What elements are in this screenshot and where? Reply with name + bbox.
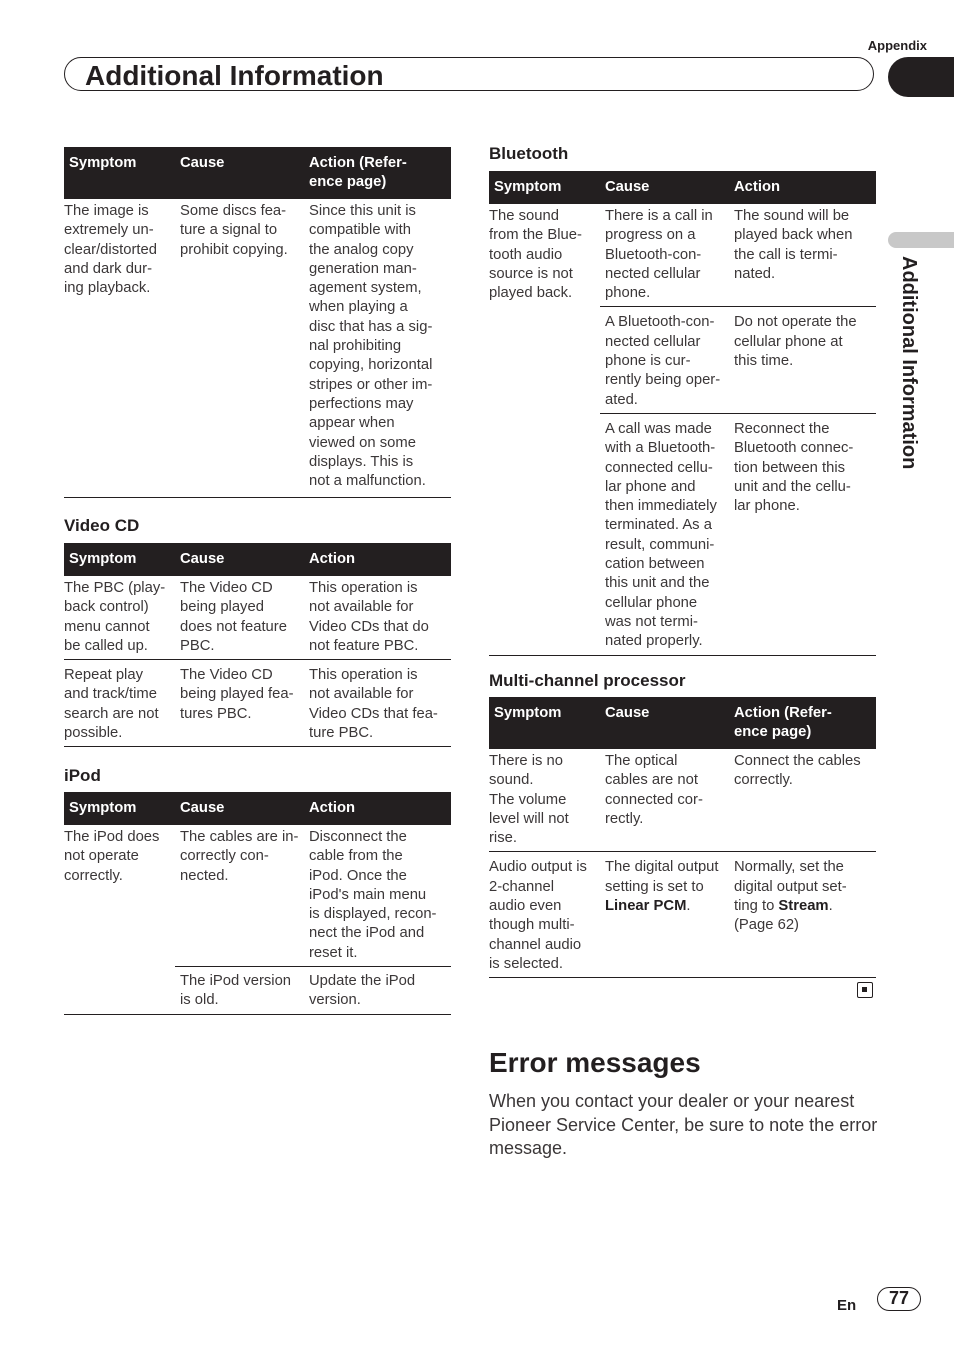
symptom-cell: The image is extremely un- clear/distorted and dark dur- ing playback.: [64, 199, 175, 498]
col-header-action: Action: [729, 171, 876, 204]
col-header-action: Action (Refer- ence page): [304, 147, 451, 199]
action-cell: This operation is not available for Video CDs that do not feature PBC.: [304, 576, 451, 660]
side-tab-marker: [888, 232, 954, 248]
video-cd-heading: Video CD: [64, 516, 140, 535]
action-cell: Normally, set the digital output set- ting to Stream. (Page 62): [729, 852, 876, 978]
page-number: 77: [877, 1287, 921, 1311]
cause-cell: A Bluetooth-con- nected cellular phone is cur- rently being oper- ated.: [600, 307, 729, 413]
cause-cell: The optical cables are not connected cor- rectly.: [600, 749, 729, 852]
table-row: [64, 576, 451, 660]
section-tab: [888, 57, 954, 97]
action-cell: Connect the cables correctly.: [729, 749, 876, 852]
ipod-table: [64, 792, 451, 1015]
cause-cell: Some discs fea- ture a signal to prohibit copying.: [175, 199, 304, 498]
page-title: Additional Information: [85, 60, 384, 91]
action-cell: This operation is not available for Video CDs that fea- ture PBC.: [304, 660, 451, 747]
col-header-symptom: Symptom: [64, 792, 175, 825]
bluetooth-heading: Bluetooth: [489, 144, 569, 163]
cause-cell: The Video CD being played fea- tures PBC.: [175, 660, 304, 747]
general-troubleshooting-table: [64, 147, 451, 498]
col-header-action: Action: [304, 543, 451, 576]
setting-stream: Stream: [778, 898, 829, 915]
table-row: [64, 199, 451, 498]
col-header-cause: Cause: [175, 147, 304, 199]
cause-cell: The digital output setting is set to Linear PCM.: [600, 852, 729, 978]
cause-cell: The iPod version is old.: [175, 967, 304, 1015]
col-header-symptom: Symptom: [489, 697, 600, 749]
symptom-cell: The PBC (play- back control) menu cannot be called up.: [64, 576, 175, 660]
language-label: En: [837, 1297, 857, 1314]
end-of-section-icon: [857, 982, 873, 998]
setting-linear-pcm: Linear PCM: [605, 898, 687, 915]
action-cell: Reconnect the Bluetooth connec- tion between this unit and the cellu- lar phone.: [729, 413, 876, 655]
symptom-cell: The iPod does not operate correctly.: [64, 825, 175, 1014]
table-row: [489, 204, 876, 307]
table-row: [64, 660, 451, 747]
table-row: [64, 825, 451, 967]
symptom-cell: Repeat play and track/time search are not possible.: [64, 660, 175, 747]
cause-cell: A call was made with a Bluetooth- connected cellu- lar phone and then immediately terminated. As a result, communi- cation between this unit and the cellular phone was not termi- nated properly.: [600, 413, 729, 655]
col-header-symptom: Symptom: [64, 543, 175, 576]
symptom-cell: The sound from the Blue- tooth audio source is not played back.: [489, 204, 600, 655]
col-header-action: Action: [304, 792, 451, 825]
multichannel-heading: Multi-channel processor: [489, 671, 686, 690]
action-cell: Disconnect the cable from the iPod. Once the iPod's main menu is displayed, recon- nect the iPod and reset it.: [304, 825, 451, 967]
col-header-symptom: Symptom: [489, 171, 600, 204]
table-row: [489, 852, 876, 978]
symptom-cell: There is no sound. The volume level will not rise.: [489, 749, 600, 852]
cause-cell: The cables are in- correctly con- nected.: [175, 825, 304, 967]
error-messages-body: When you contact your dealer or your nearest Pioneer Service Center, be sure to note the error message.: [489, 1091, 878, 1158]
col-header-action: Action (Refer- ence page): [729, 697, 876, 749]
action-cell: The sound will be played back when the call is termi- nated.: [729, 204, 876, 307]
ipod-heading: iPod: [64, 766, 101, 785]
action-cell: Since this unit is compatible with the analog copy generation man- agement system, when playing a disc that has a sig- nal prohibiting copying, horizontal stripes or other im- perfections may appear when viewed on some displays. This is not a malfunction.: [304, 199, 451, 498]
cause-cell: There is a call in progress on a Bluetooth-con- nected cellular phone.: [600, 204, 729, 307]
col-header-cause: Cause: [600, 697, 729, 749]
side-section-label: Additional Information: [898, 256, 920, 470]
appendix-label: Appendix: [867, 38, 927, 53]
video-cd-table: [64, 543, 451, 747]
symptom-cell: Audio output is 2-channel audio even though multi- channel audio is selected.: [489, 852, 600, 978]
col-header-cause: Cause: [175, 792, 304, 825]
col-header-symptom: Symptom: [64, 147, 175, 199]
error-messages-title: Error messages: [489, 1047, 701, 1078]
action-cell: Do not operate the cellular phone at this time.: [729, 307, 876, 413]
multichannel-table: [489, 697, 876, 978]
action-cell: Update the iPod version.: [304, 967, 451, 1015]
table-row: [489, 749, 876, 852]
cause-cell: The Video CD being played does not feature PBC.: [175, 576, 304, 660]
col-header-cause: Cause: [175, 543, 304, 576]
col-header-cause: Cause: [600, 171, 729, 204]
bluetooth-table: [489, 171, 876, 656]
